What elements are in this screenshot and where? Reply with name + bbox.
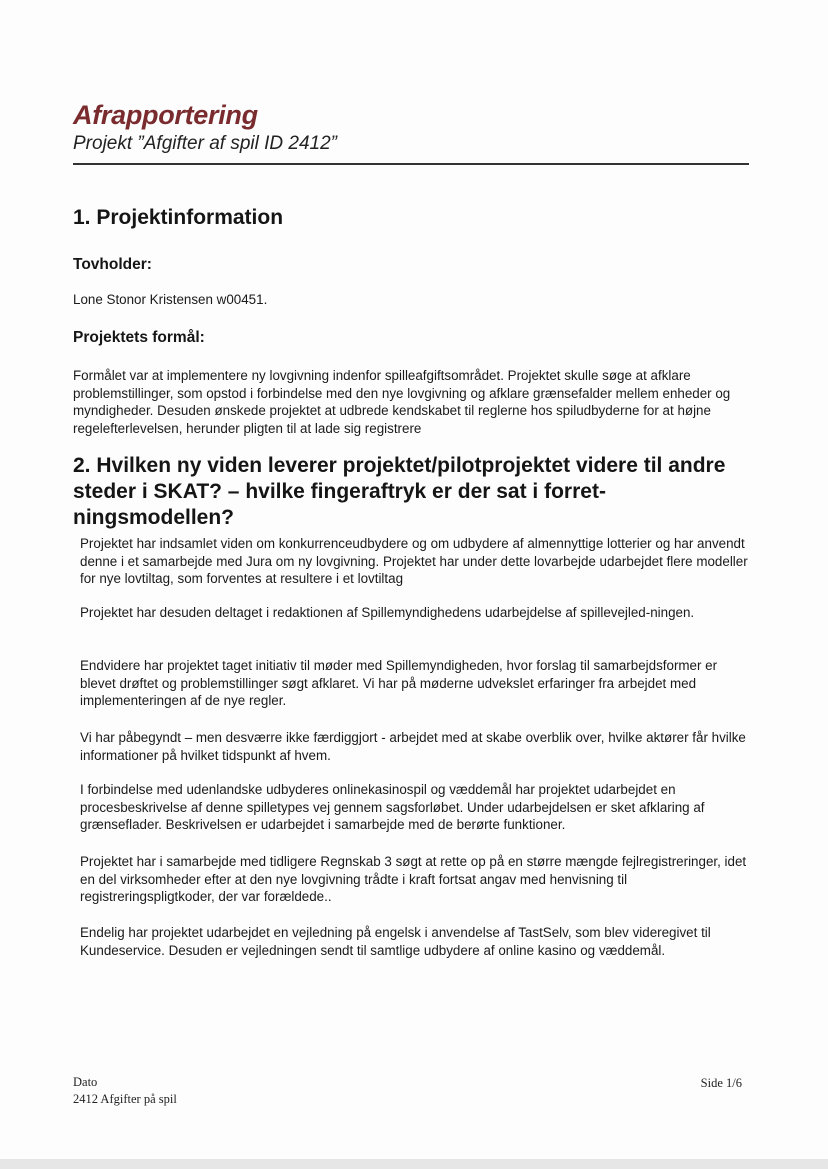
project-leader-value: Lone Stonor Kristensen w00451. xyxy=(73,292,268,307)
project-purpose-label: Projektets formål: xyxy=(73,329,205,346)
scan-bottom-edge xyxy=(0,1159,828,1169)
footer-document-name: 2412 Afgifter på spil xyxy=(73,1092,177,1106)
document-title: Afrapportering xyxy=(73,100,258,130)
project-purpose-text: Formålet var at implementere ny lovgivning indenfor spilleafgiftsområdet. Projektet skulle søge at afklare problemstillinger, som opstod i forbindelse med den nye lovgivning og afklare grænsefalder mellem enheder og myndigheder. Desuden ønskede projektet at udbrede kendskabet til reglerne hos spiludbyderne for at højne regelefterlevelsen, herunder pligten til at lade sig registrere xyxy=(73,368,731,436)
section-2-paragraph: Vi har påbegyndt – men desværre ikke færdiggjort - arbejdet med at skabe overblik over, hvilke aktører får hvilke informationer på hvilket tidspunkt af hvem. xyxy=(80,730,746,763)
section-2-paragraph: Endvidere har projektet taget initiativ til møder med Spillemyndigheden, hvor forslag til samarbejdsformer er blevet drøftet og problemstillinger søgt afklaret. Vi har på møderne udvekslet erfaringer fra arbejdet med implementeringen af de nye regler. xyxy=(80,658,718,708)
section-2-paragraph: Endelig har projektet udarbejdet en vejledning på engelsk i anvendelse af TastSelv, som blev videregivet til Kundeservice. Desuden er vejledningen sendt til samtlige udbydere af online kasino og væddemål. xyxy=(80,925,711,958)
section-1-heading: 1. Projektinformation xyxy=(73,206,284,229)
footer-page-number: Side 1/6 xyxy=(700,1076,742,1090)
section-2-heading: 2. Hvilken ny viden leverer projektet/pilotprojektet videre til andre steder i SKAT? – hvilke fingeraftryk er der sat i forret-ningsmodellen? xyxy=(73,454,726,529)
section-2-paragraph: Projektet har desuden deltaget i redaktionen af Spillemyndighedens udarbejdelse af spillevejled-ningen. xyxy=(80,605,695,620)
footer-left xyxy=(73,1074,177,1108)
project-leader-label: Tovholder: xyxy=(73,256,152,273)
document-subtitle: Projekt ”Afgifter af spil ID 2412” xyxy=(73,133,337,154)
header-divider xyxy=(73,163,749,165)
section-2-paragraph: I forbindelse med udenlandske udbyderes onlinekasinospil og væddemål har projektet udarbejdet en procesbeskrivelse af denne spilletypes vej gennem sagsforløbet. Under udarbejdelsen er sket afklaring af grænseflader. Beskrivelsen er udarbejdet i samarbejde med de berørte funktioner. xyxy=(80,782,705,832)
section-2-paragraph: Projektet har indsamlet viden om konkurrenceudbydere og om udbydere af almennyttige lotterier og har anvendt denne i et samarbejde med Jura om ny lovgivning. Projektet har under dette lovarbejde udarbejdet flere modeller for nye lovtiltag, som forventes at resultere i et lovtiltag xyxy=(80,536,748,586)
footer-date-label: Dato xyxy=(73,1075,98,1089)
section-2-paragraph: Projektet har i samarbejde med tidligere Regnskab 3 søgt at rette op på en større mængde fejlregistreringer, idet en del virksomheder efter at den nye lovgivning trådte i kraft fortsat angav med henvisning til registreringspligtkoder, der var forældede.. xyxy=(80,854,747,904)
